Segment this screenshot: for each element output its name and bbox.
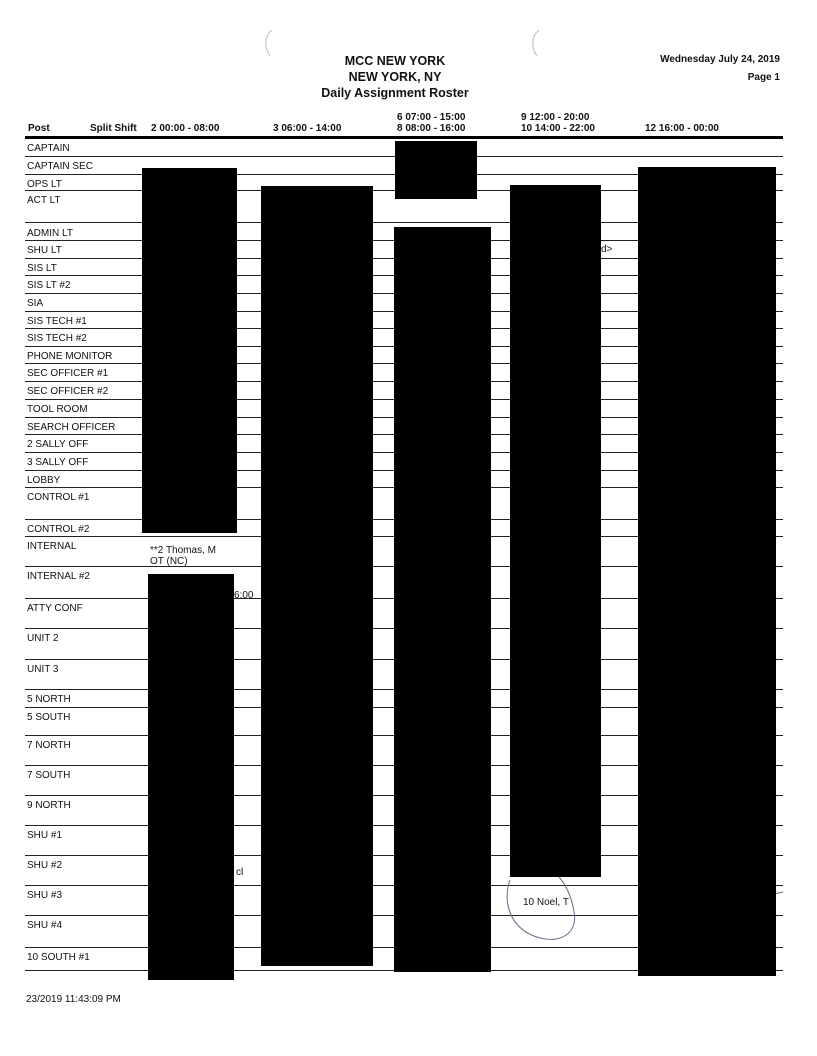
facility-city: NEW YORK, NY — [348, 70, 442, 84]
post-label: 7 SOUTH — [27, 770, 71, 781]
post-label: SHU #2 — [27, 860, 63, 871]
handwritten-circle — [500, 872, 590, 946]
internal-assignee: **2 Thomas, M — [150, 545, 216, 556]
post-label: SEC OFFICER #1 — [27, 368, 109, 379]
post-label: 7 NORTH — [27, 740, 71, 751]
internal-note: OT (NC) — [150, 556, 188, 567]
redaction-block — [148, 574, 234, 980]
post-label: INTERNAL #2 — [27, 571, 90, 582]
post-label: SHU #1 — [27, 830, 63, 841]
post-label: INTERNAL — [27, 541, 77, 552]
post-label: OPS LT — [27, 179, 62, 190]
post-label: 5 SOUTH — [27, 712, 71, 723]
internal2-fragment: 6:00 — [234, 590, 254, 601]
post-label: SIS LT #2 — [27, 280, 71, 291]
roster-date: Wednesday July 24, 2019 — [660, 54, 780, 65]
col-shift-12: 12 16:00 - 00:00 — [645, 123, 719, 134]
col-shift-3: 3 06:00 - 14:00 — [273, 123, 342, 134]
post-label: SIS TECH #1 — [27, 316, 87, 327]
facility-name: MCC NEW YORK — [344, 54, 446, 68]
col-shift-10: 10 14:00 - 22:00 — [521, 123, 595, 134]
redaction-block — [394, 227, 491, 972]
post-label: TOOL ROOM — [27, 404, 88, 415]
col-shift-6: 6 07:00 - 15:00 — [397, 112, 466, 123]
paper-mark — [525, 28, 545, 58]
post-label: SEARCH OFFICER — [27, 422, 116, 433]
post-label: SIA — [27, 298, 44, 309]
redaction-block — [395, 141, 477, 199]
redaction-block — [261, 186, 373, 966]
post-label: SHU #3 — [27, 890, 63, 901]
post-label: SHU LT — [27, 245, 62, 256]
post-label: SIS TECH #2 — [27, 333, 87, 344]
post-label: SIS LT — [27, 263, 57, 274]
post-label: 5 NORTH — [27, 694, 71, 705]
print-timestamp: 23/2019 11:43:09 PM — [26, 994, 121, 1005]
page-number: Page 1 — [747, 72, 780, 83]
redaction-block — [142, 168, 237, 533]
col-shift-9: 9 12:00 - 20:00 — [521, 112, 590, 123]
post-label: 3 SALLY OFF — [27, 457, 89, 468]
post-label: 9 NORTH — [27, 800, 71, 811]
shu2-fragment: cl — [236, 867, 244, 878]
col-split-shift: Split Shift — [90, 123, 137, 134]
post-label: PHONE MONITOR — [27, 351, 113, 362]
col-shift-2: 2 00:00 - 08:00 — [151, 123, 220, 134]
post-label: ATTY CONF — [27, 603, 83, 614]
post-label: 2 SALLY OFF — [27, 439, 89, 450]
post-label: 10 SOUTH #1 — [27, 952, 90, 963]
post-label: UNIT 3 — [27, 664, 59, 675]
post-label: SEC OFFICER #2 — [27, 386, 109, 397]
post-label: CAPTAIN — [27, 143, 70, 154]
post-label: LOBBY — [27, 475, 61, 486]
header-rule — [25, 136, 783, 139]
post-label: ACT LT — [27, 195, 61, 206]
post-label: ADMIN LT — [27, 228, 73, 239]
post-label: CONTROL #2 — [27, 524, 90, 535]
col-post: Post — [28, 123, 50, 134]
post-label: UNIT 2 — [27, 633, 59, 644]
shu-lt-fragment: d> — [601, 244, 613, 255]
post-label: CONTROL #1 — [27, 492, 90, 503]
post-label: SHU #4 — [27, 920, 63, 931]
roster-title: Daily Assignment Roster — [321, 86, 469, 100]
paper-mark — [258, 28, 278, 58]
post-label: CAPTAIN SEC — [27, 161, 93, 172]
shu3-assignee: 10 Noel, T — [523, 897, 569, 908]
redaction-block — [510, 185, 601, 877]
redaction-block — [638, 167, 776, 976]
col-shift-8: 8 08:00 - 16:00 — [397, 123, 466, 134]
